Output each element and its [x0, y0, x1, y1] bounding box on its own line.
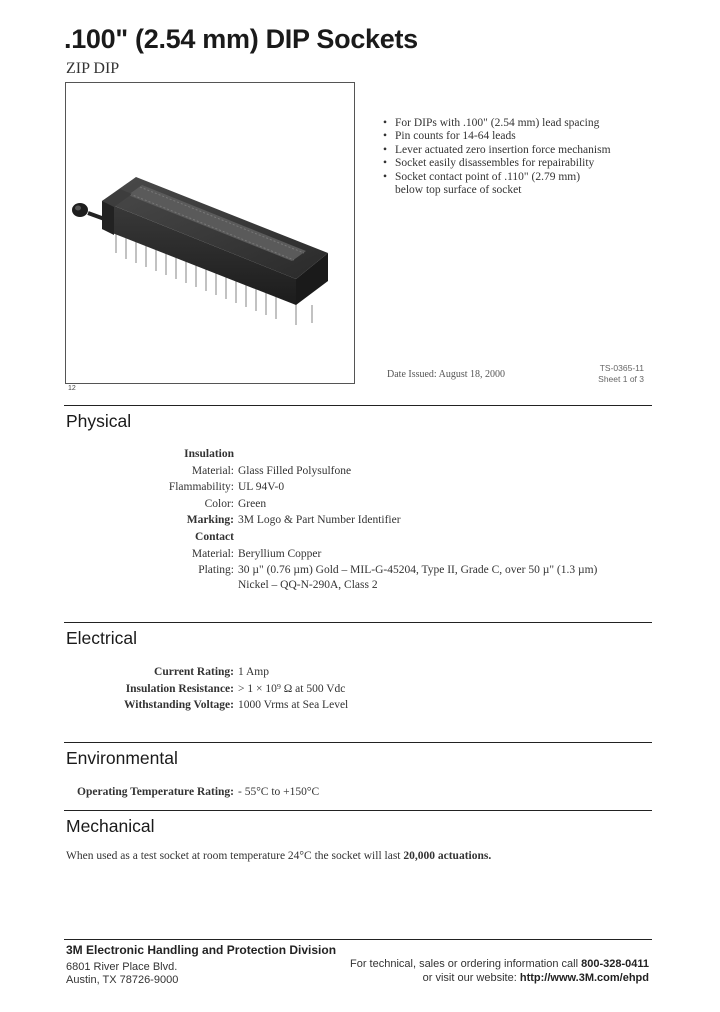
spec-value-continued: Nickel – QQ-N-290A, Class 2 — [238, 579, 378, 592]
figure-number: 12 — [68, 385, 76, 392]
spec-label: Flammability: — [168, 481, 234, 494]
mechanical-text — [66, 850, 491, 862]
environmental-specs — [0, 784, 700, 801]
sheet-number: Sheet 1 of 3 — [598, 374, 644, 384]
section-divider — [64, 742, 652, 743]
section-title-mechanical: Mechanical — [66, 816, 155, 836]
mechanical-description: When used as a test socket at room temperature 24°C the socket will last — [66, 850, 401, 862]
feature-item: • Lever actuated zero insertion force mechanism — [382, 144, 611, 157]
feature-item-continued: below top surface of socket — [395, 184, 522, 197]
spec-label: Operating Temperature Rating: — [77, 786, 234, 798]
spec-label: Plating: — [198, 564, 234, 577]
feature-item: • Socket contact point of .110" (2.79 mm) — [382, 171, 611, 184]
section-divider — [64, 405, 652, 406]
doc-number: TS-0365-11 — [599, 363, 644, 373]
spec-value: 3M Logo & Part Number Identifier — [238, 514, 401, 527]
feature-item: • Pin counts for 14-64 leads — [382, 130, 611, 143]
spec-value: 1 Amp — [238, 666, 269, 678]
electrical-specs — [0, 664, 700, 714]
actuation-count: 20,000 actuations. — [403, 850, 492, 862]
zip-dip-socket-image — [66, 83, 354, 383]
feature-list — [382, 117, 611, 197]
spec-value: 1000 Vrms at Sea Level — [238, 699, 349, 712]
spec-value: > 1 × 10⁹ Ω at 500 Vdc — [238, 682, 346, 695]
section-divider — [64, 810, 652, 811]
spec-label: Insulation Resistance: — [125, 682, 234, 695]
feature-item: • Socket easily disassembles for repairability — [382, 157, 611, 170]
section-title-electrical: Electrical — [66, 628, 137, 648]
spec-label: Withstanding Voltage: — [123, 699, 234, 712]
section-title-physical: Physical — [66, 411, 132, 431]
footer-divider — [64, 939, 652, 940]
section-title-environmental: Environmental — [66, 748, 178, 768]
website-link[interactable]: http://www.3M.com/ehpd — [519, 971, 649, 984]
section-divider — [64, 622, 652, 623]
address-line-2: Austin, TX 78726-9000 — [66, 973, 179, 986]
insulation-heading: Insulation — [184, 448, 234, 460]
physical-specs — [0, 446, 700, 594]
spec-value: 30 µ" (0.76 µm) Gold – MIL-G-45204, Type II, Grade C, over 50 µ" (1.3 µm) — [238, 564, 598, 577]
contact-info — [350, 958, 649, 985]
spec-value: Green — [238, 497, 267, 510]
product-photo — [65, 82, 355, 384]
feature-item: • For DIPs with .100" (2.54 mm) lead spacing — [382, 117, 611, 130]
date-issued: Date Issued: August 18, 2000 — [387, 369, 506, 380]
spec-label: Current Rating: — [154, 666, 234, 678]
spec-label: Material: — [191, 547, 234, 560]
phone-number[interactable]: 800-328-0411 — [581, 958, 649, 970]
website-text: or visit our website: — [422, 971, 517, 984]
spec-value: Glass Filled Polysulfone — [238, 464, 352, 477]
spec-value: - 55°C to +150°C — [238, 786, 320, 798]
spec-label: Material: — [191, 464, 234, 477]
division-name: 3M Electronic Handling and Protection Division — [66, 943, 337, 957]
spec-label: Marking: — [186, 514, 234, 527]
page-subtitle: ZIP DIP — [66, 60, 120, 77]
spec-label: Color: — [204, 497, 234, 510]
address — [66, 961, 178, 986]
page-title: .100" (2.54 mm) DIP Sockets — [64, 24, 418, 54]
address-line-1: 6801 River Place Blvd. — [66, 961, 178, 973]
spec-value: Beryllium Copper — [238, 547, 322, 560]
document-id — [598, 363, 644, 385]
contact-heading: Contact — [195, 530, 234, 543]
spec-value: UL 94V-0 — [238, 481, 285, 494]
contact-text: For technical, sales or ordering information call — [349, 958, 579, 970]
